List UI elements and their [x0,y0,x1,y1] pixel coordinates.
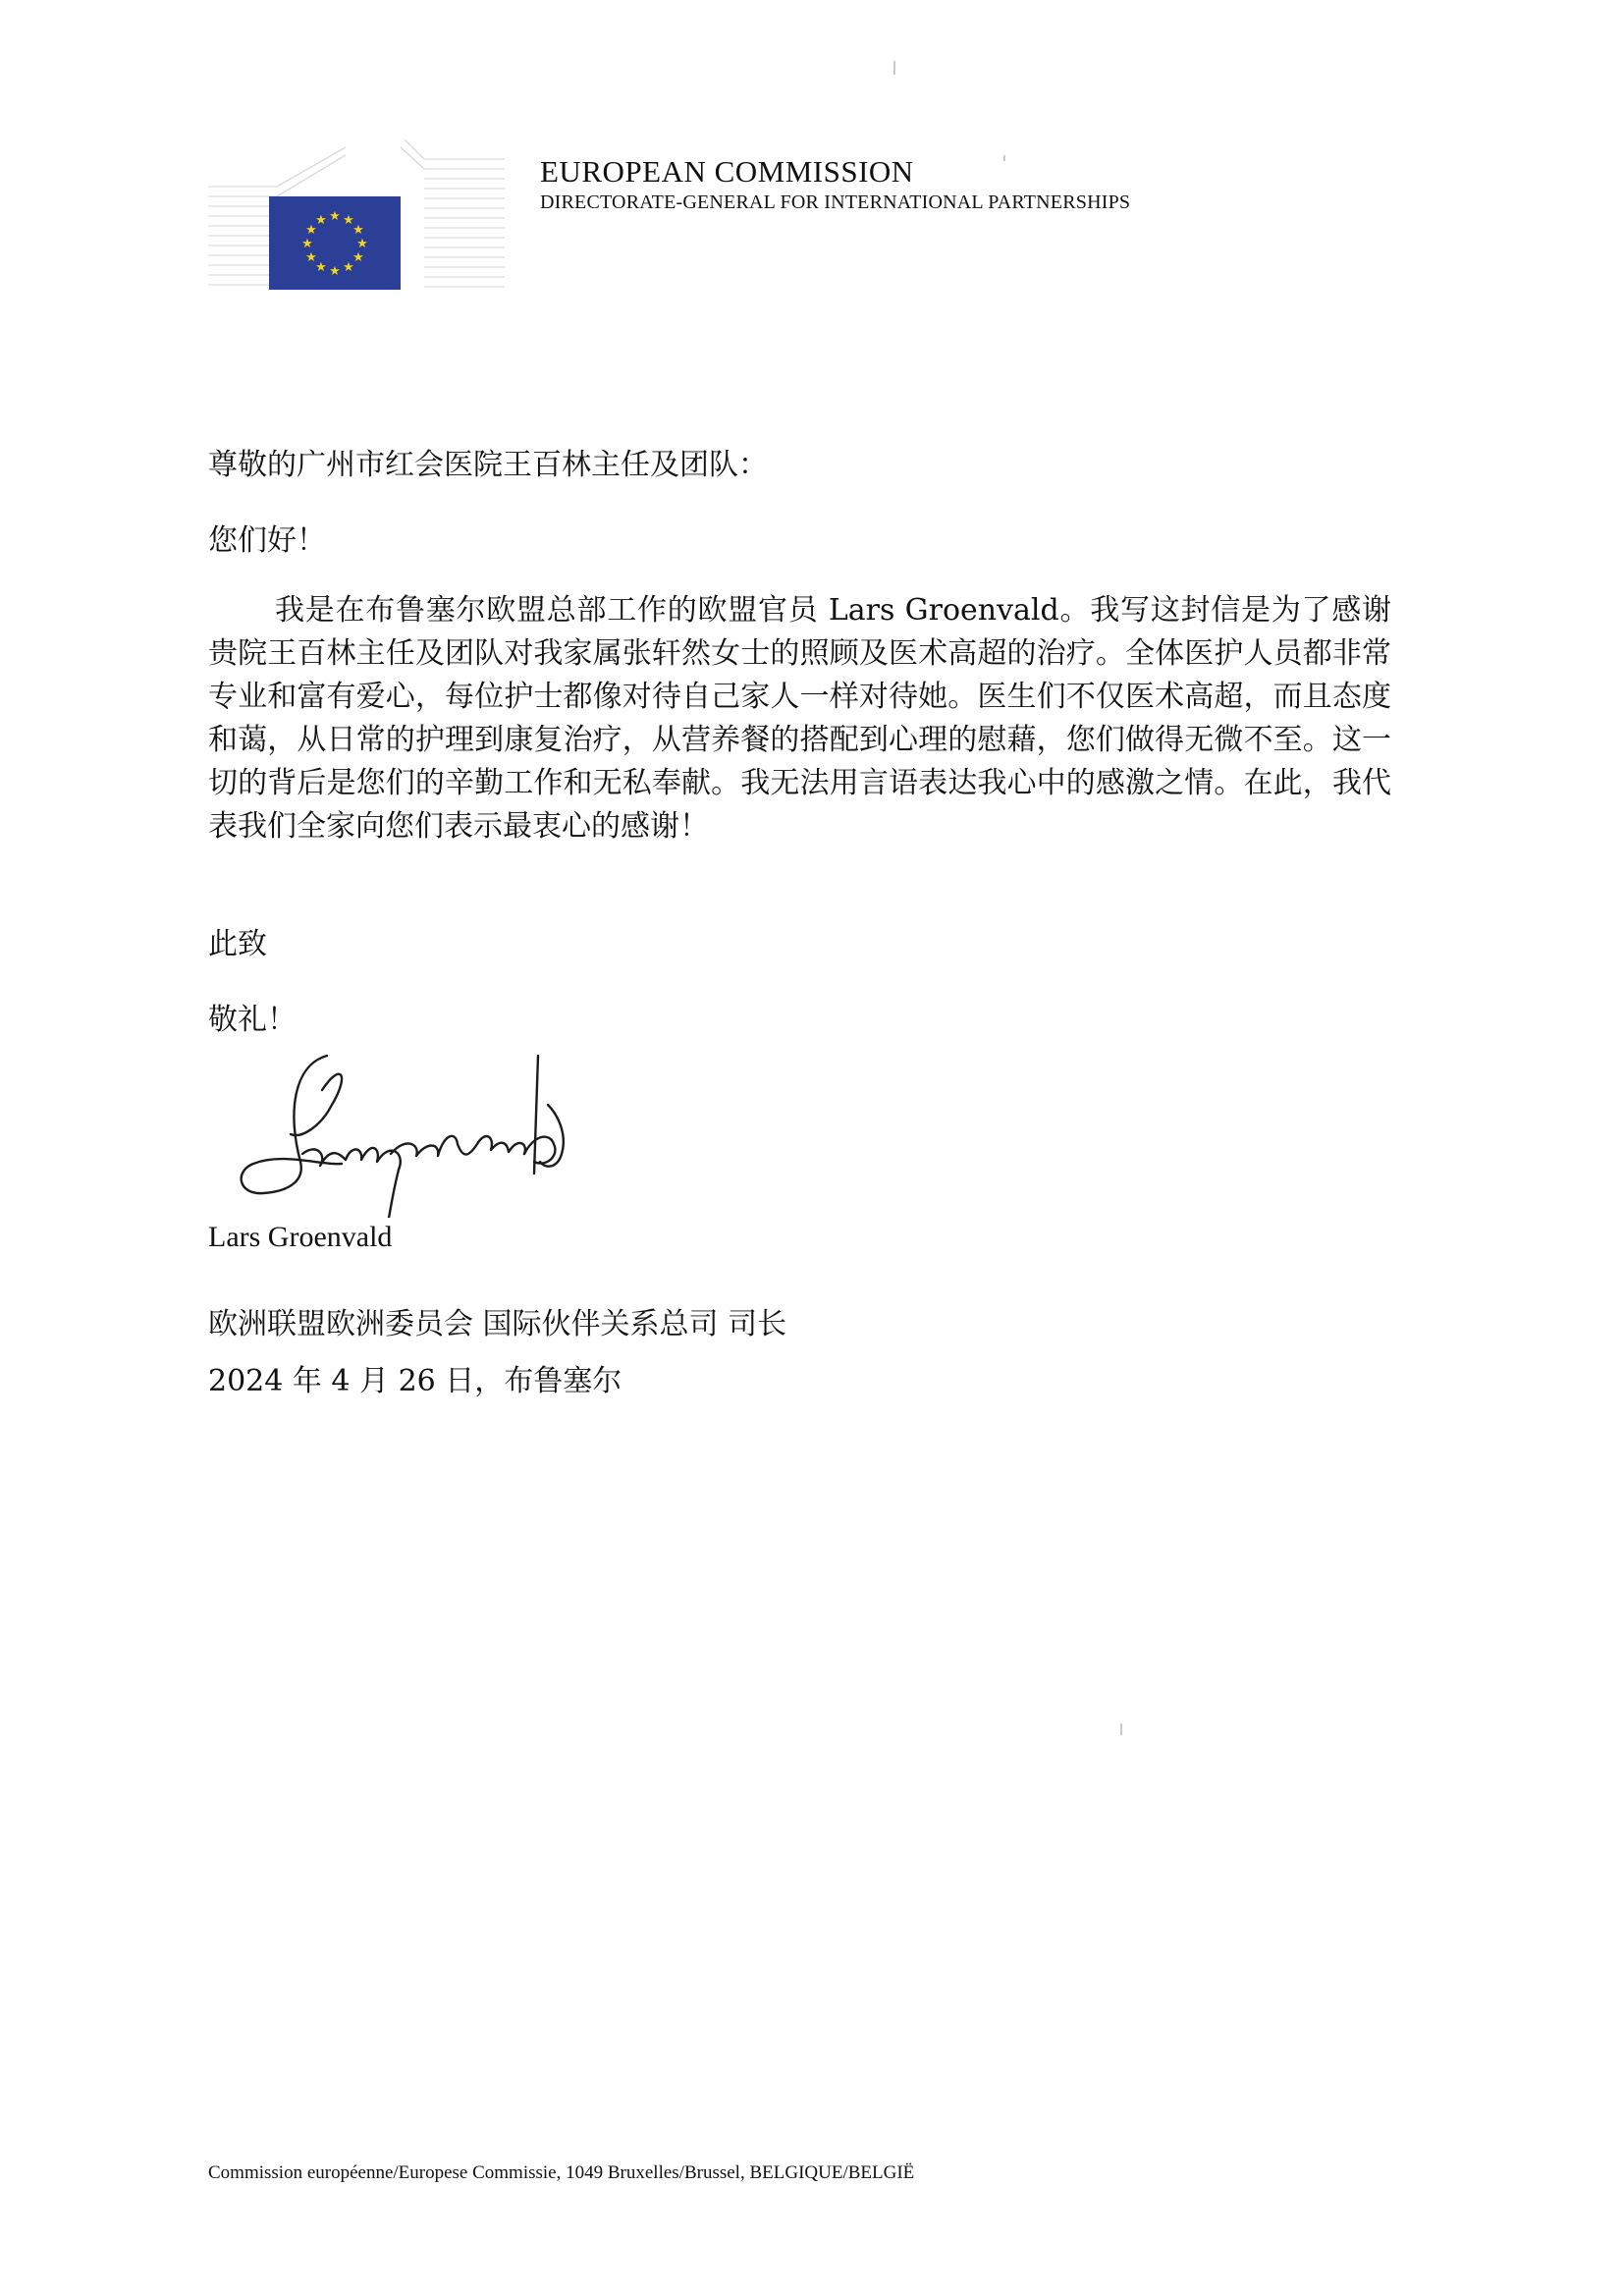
letter-body-paragraph: 我是在布鲁塞尔欧盟总部工作的欧盟官员 Lars Groenvald。我写这封信是为了感谢贵院王百林主任及团队对我家属张轩然女士的照顾及医术高超的治疗。全体医护人员都非常专业和富有爱心，每位护士都像对待自己家人一样对待她。医生们不仅医术高超，而且态度和蔼，从日常的护理到康复治疗，从营养餐的搭配到心理的慰藉，您们做得无微不至。这一切的背后是您们的辛勤工作和无私奉献。我无法用言语表达我心中的感激之情。在此，我代表我们全家向您们表示最衷心的感谢！ [208,593,1391,844]
svg-text:★: ★ [356,237,368,251]
closing-line-1: 此致 [208,927,267,961]
svg-text:★: ★ [329,264,341,279]
svg-text:★: ★ [305,223,317,238]
signer-name: Lars Groenvald [208,1221,393,1253]
svg-text:★: ★ [315,213,327,228]
eu-flag-logo-icon [208,139,505,292]
greeting: 您们好！ [208,523,326,558]
svg-text:★: ★ [352,223,364,238]
svg-text:★: ★ [315,260,327,275]
svg-text:★: ★ [305,250,317,265]
svg-text:★: ★ [343,260,354,275]
letterhead [540,154,1130,215]
handwritten-signature [234,1046,617,1218]
closing-line-2: 敬礼！ [208,1003,297,1037]
svg-text:★: ★ [352,250,364,265]
directorate-name: DIRECTORATE-GENERAL FOR INTERNATIONAL PARTNERSHIPS [540,191,1131,213]
scan-speck [1003,155,1005,161]
svg-text:★: ★ [301,237,313,251]
organization-name: EUROPEAN COMMISSION [540,154,914,189]
signature-date-place: 2024 年 4 月 26 日，布鲁塞尔 [208,1364,622,1398]
signer-title: 欧洲联盟欧洲委员会 国际伙伴关系总司 司长 [208,1307,787,1341]
scan-speck [1120,1723,1122,1735]
salutation: 尊敬的广州市红会医院王百林主任及团队： [208,448,768,482]
svg-text:★: ★ [329,209,341,224]
footer-address: Commission européenne/Europese Commissie, 1049 Bruxelles/Brussel, BELGIQUE/BELGIË [208,2162,915,2183]
svg-text:★: ★ [343,213,354,228]
scan-speck [893,61,895,75]
